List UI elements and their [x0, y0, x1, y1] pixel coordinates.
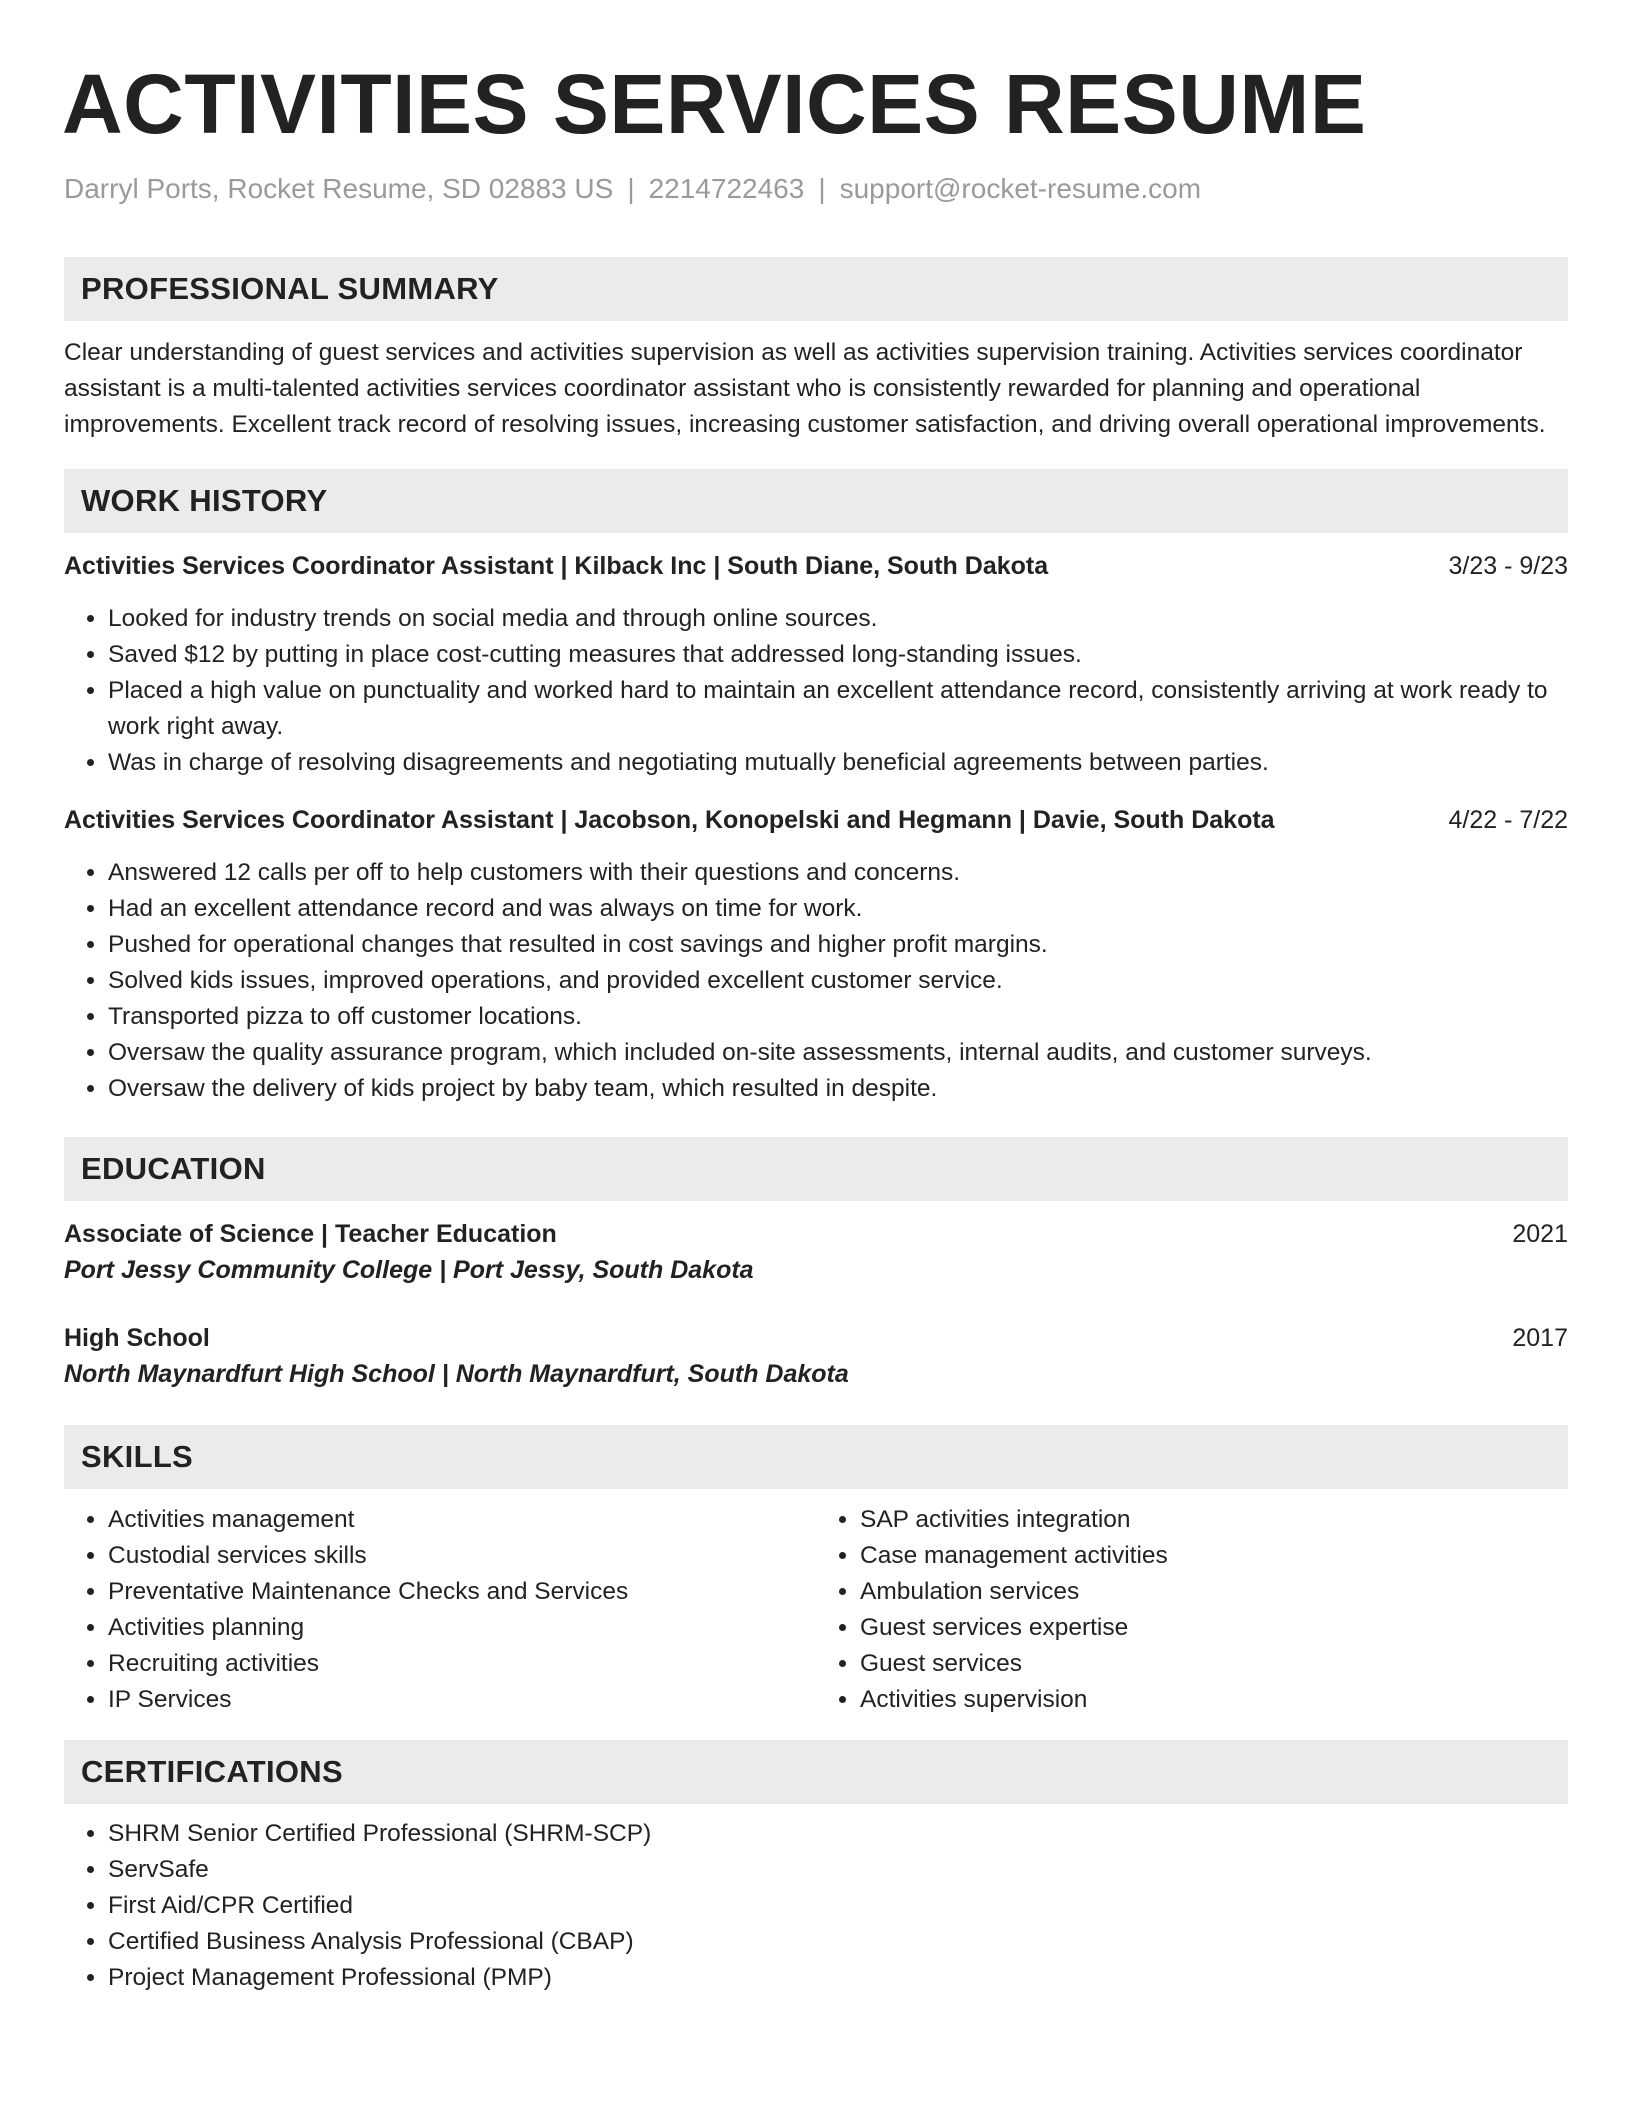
list-item: • Project Management Professional (PMP): [108, 1960, 1568, 1996]
contact-address: Darryl Ports, Rocket Resume, SD 02883 US: [64, 173, 614, 204]
list-item: • Case management activities: [860, 1538, 1568, 1574]
summary-text: Clear understanding of guest services and activities supervision as well as activities supervision training. Activities services coordinator assistant is a multi-talented activities services coordinator assistant who is consistently rewarded for planning and operational improvements. Excellent track record of resolving issues, increasing customer satisfaction, and driving overall operational improvements.: [64, 338, 1546, 438]
section-title: PROFESSIONAL SUMMARY: [81, 270, 499, 306]
education-entry: [64, 1217, 1568, 1289]
list-item: • SAP activities integration: [860, 1502, 1568, 1538]
section-header-certifications: [64, 1740, 1568, 1804]
list-item: • Custodial services skills: [108, 1538, 816, 1574]
section-header-education: [64, 1137, 1568, 1201]
job-entry: [64, 549, 1568, 781]
job-bullets: [64, 855, 1568, 1107]
section-header-skills: [64, 1425, 1568, 1489]
skills-column-right: [816, 1502, 1568, 1718]
list-item: • Preventative Maintenance Checks and Services: [108, 1574, 816, 1610]
section-header-summary: [64, 257, 1568, 321]
section-title: EDUCATION: [81, 1150, 266, 1186]
section-title: WORK HISTORY: [81, 482, 328, 518]
job-header: [64, 549, 1568, 583]
list-item: • Guest services expertise: [860, 1610, 1568, 1646]
section-title: CERTIFICATIONS: [81, 1753, 343, 1789]
contact-separator: |: [627, 173, 635, 204]
list-item: • Oversaw the delivery of kids project by baby team, which resulted in despite.: [108, 1071, 1568, 1107]
list-item: • SHRM Senior Certified Professional (SHRM-SCP): [108, 1816, 1568, 1852]
list-item: • Had an excellent attendance record and was always on time for work.: [108, 891, 1568, 927]
education-year: 2021: [1512, 1219, 1568, 1248]
education-entry: [64, 1321, 1568, 1393]
list-item: • Saved $12 by putting in place cost-cutting measures that addressed long-standing issues.: [108, 637, 1568, 673]
contact-phone: 2214722463: [648, 173, 805, 204]
education-degree: Associate of Science | Teacher Education: [64, 1219, 557, 1248]
education-school: North Maynardfurt High School | North Maynardfurt, South Dakota: [64, 1359, 849, 1388]
job-title: Activities Services Coordinator Assistant | Kilback Inc | South Diane, South Dakota: [64, 551, 1049, 580]
job-dates: 4/22 - 7/22: [1448, 805, 1568, 834]
education-school: Port Jessy Community College | Port Jessy, South Dakota: [64, 1255, 754, 1284]
contact-email[interactable]: support@rocket-resume.com: [839, 173, 1202, 204]
job-entry: [64, 803, 1568, 1107]
list-item: • Activities supervision: [860, 1682, 1568, 1718]
job-dates: 3/23 - 9/23: [1448, 551, 1568, 580]
job-title: Activities Services Coordinator Assistant | Jacobson, Konopelski and Hegmann | Davie, South Dakota: [64, 805, 1275, 834]
education-header: [64, 1321, 1568, 1355]
list-item: • Pushed for operational changes that resulted in cost savings and higher profit margins.: [108, 927, 1568, 963]
list-item: • Solved kids issues, improved operations, and provided excellent customer service.: [108, 963, 1568, 999]
list-item: • Guest services: [860, 1646, 1568, 1682]
list-item: • Activities planning: [108, 1610, 816, 1646]
list-item: • Activities management: [108, 1502, 816, 1538]
list-item: • Certified Business Analysis Professional (CBAP): [108, 1924, 1568, 1960]
skills-list: [64, 1502, 1568, 1718]
section-header-work: [64, 469, 1568, 533]
contact-separator: |: [818, 173, 826, 204]
list-item: • Oversaw the quality assurance program, which included on-site assessments, internal audits, and customer surveys.: [108, 1035, 1568, 1071]
list-item: • ServSafe: [108, 1852, 1568, 1888]
list-item: • Was in charge of resolving disagreements and negotiating mutually beneficial agreements between parties.: [108, 745, 1568, 781]
contact-line: [64, 172, 1568, 206]
education-year: 2017: [1512, 1323, 1568, 1352]
job-bullets: [64, 601, 1568, 781]
list-item: • Transported pizza to off customer locations.: [108, 999, 1568, 1035]
list-item: • Placed a high value on punctuality and worked hard to maintain an excellent attendance record, consistently arriving at work ready to work right away.: [108, 673, 1568, 745]
certifications-list: [64, 1816, 1568, 1996]
list-item: • First Aid/CPR Certified: [108, 1888, 1568, 1924]
education-degree: High School: [64, 1323, 210, 1352]
education-header: [64, 1217, 1568, 1251]
skills-column-left: [64, 1502, 816, 1718]
list-item: • Answered 12 calls per off to help customers with their questions and concerns.: [108, 855, 1568, 891]
list-item: • IP Services: [108, 1682, 816, 1718]
list-item: • Recruiting activities: [108, 1646, 816, 1682]
list-item: • Ambulation services: [860, 1574, 1568, 1610]
section-title: SKILLS: [81, 1438, 194, 1474]
list-item: • Looked for industry trends on social media and through online sources.: [108, 601, 1568, 637]
job-header: [64, 803, 1568, 837]
resume-title: ACTIVITIES SERVICES RESUME: [62, 57, 1367, 151]
